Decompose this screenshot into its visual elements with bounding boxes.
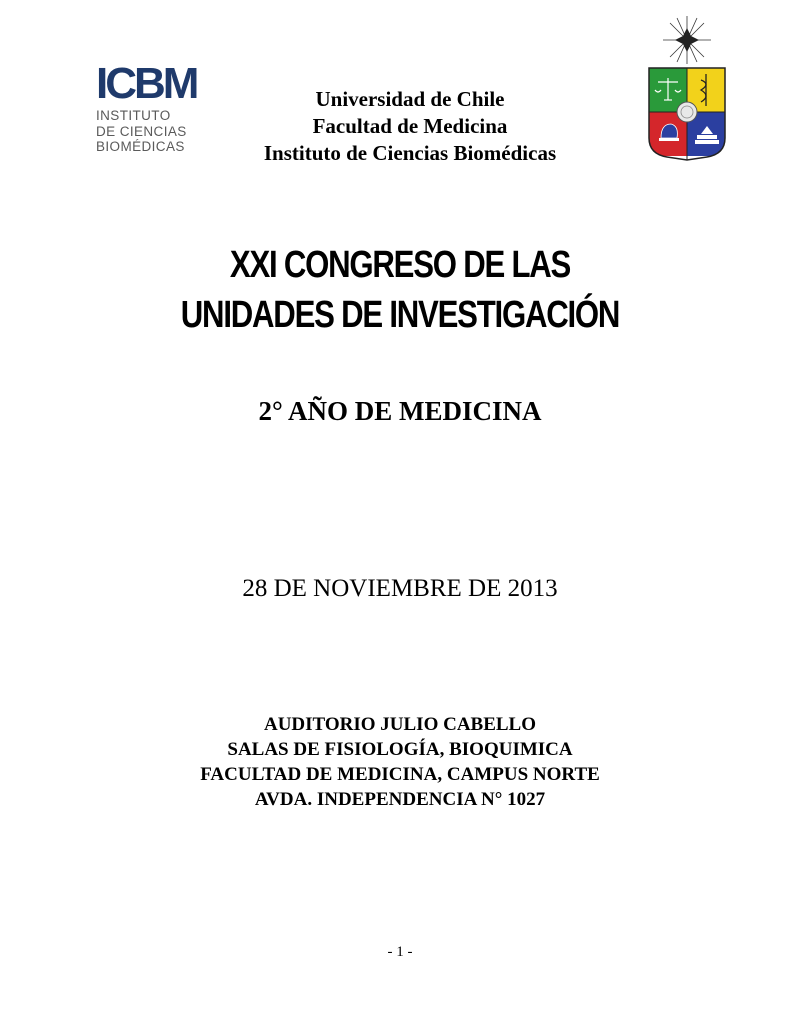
icbm-logo-mark: ICBM — [96, 59, 197, 108]
icbm-logo-line-1: INSTITUTO — [96, 108, 171, 123]
university-name: Universidad de Chile — [315, 87, 505, 111]
university-crest-icon — [645, 14, 729, 162]
course-year: 2° AÑO DE MEDICINA — [258, 396, 542, 426]
venue-block — [0, 712, 800, 812]
faculty-name: Facultad de Medicina — [312, 114, 508, 138]
venue-line-3: FACULTAD DE MEDICINA, CAMPUS NORTE — [200, 764, 600, 785]
venue-line-4: AVDA. INDEPENDENCIA N° 1027 — [254, 789, 546, 810]
institution-header — [200, 86, 620, 167]
seal-icon — [677, 102, 697, 122]
venue-line-2: SALAS DE FISIOLOGÍA, BIOQUIMICA — [227, 739, 573, 760]
congress-title — [72, 240, 728, 340]
page-number: - 1 - — [387, 944, 413, 960]
icbm-logo-line-2: DE CIENCIAS — [96, 123, 187, 139]
icbm-logo — [96, 59, 197, 162]
congress-title-line-2: UNIDADES DE INVESTIGACIÓN — [180, 294, 620, 336]
event-date: 28 DE NOVIEMBRE DE 2013 — [242, 575, 558, 602]
venue-line-1: AUDITORIO JULIO CABELLO — [263, 714, 537, 735]
icbm-logo-line-3: BIOMÉDICAS — [96, 139, 185, 154]
institute-name: Instituto de Ciencias Biomédicas — [263, 141, 557, 165]
congress-title-line-1: XXI CONGRESO DE LAS — [229, 244, 571, 286]
